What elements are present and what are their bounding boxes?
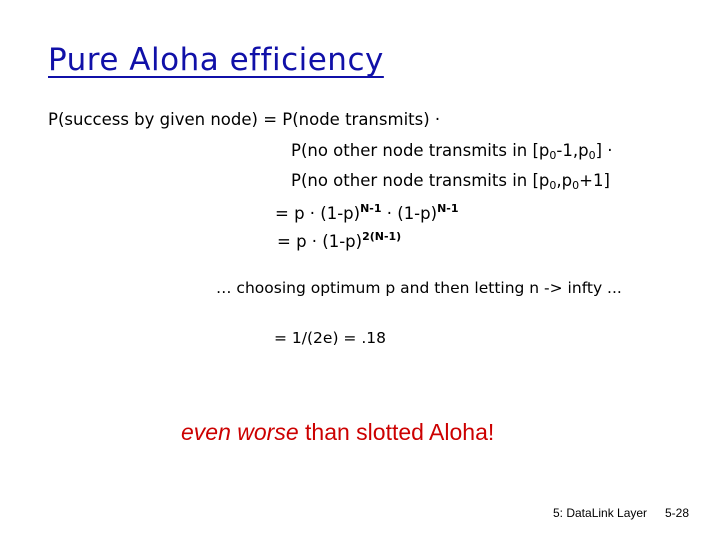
slide-title: Pure Aloha efficiency: [48, 42, 384, 78]
exponent: N-1: [360, 202, 382, 215]
formula-line-5: [277, 231, 401, 251]
formula-text: P(no other node transmits in [p: [291, 141, 550, 160]
subscript: 0: [588, 149, 596, 162]
formula-line-4: [275, 203, 459, 223]
formula-text: ,p: [556, 171, 573, 190]
formula-result: = 1/(2e) = .18: [274, 329, 386, 347]
formula-line-2: [291, 143, 613, 161]
subscript: 0: [549, 149, 557, 162]
exponent: N-1: [437, 202, 459, 215]
subscript: 0: [549, 179, 557, 192]
formula-text: +1]: [579, 171, 610, 190]
exponent: 2(N-1): [362, 230, 402, 243]
footer-chapter: 5: DataLink Layer: [553, 506, 648, 520]
formula-text: = p · (1-p): [275, 204, 361, 223]
footer-page-number: 5-28: [665, 506, 690, 520]
formula-line-6: … choosing optimum p and then letting n -> infty ...: [216, 279, 622, 297]
remark-emphasis: even worse: [181, 419, 299, 445]
formula-text: -1,p: [556, 141, 589, 160]
formula-text: ] ·: [595, 141, 613, 160]
formula-text: = p · (1-p): [277, 232, 363, 251]
remark-text: [181, 419, 494, 446]
subscript: 0: [572, 179, 580, 192]
formula-text: P(no other node transmits in [p: [291, 171, 550, 190]
remark-rest: than slotted Aloha!: [298, 419, 495, 445]
formula-line-3: [291, 173, 610, 191]
formula-line-1: P(success by given node) = P(node transmits) ·: [48, 110, 441, 129]
formula-text: · (1-p): [381, 204, 438, 223]
